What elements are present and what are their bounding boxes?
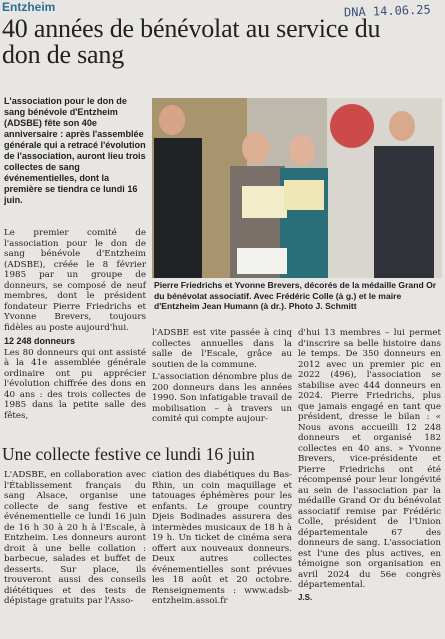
author-signature: J.S. (298, 592, 313, 602)
handwritten-note: DNA 14.06.25 (344, 2, 432, 20)
subhead-donors: 12 248 donneurs (4, 336, 76, 346)
photo-illustration (152, 98, 442, 278)
column-1 (4, 228, 146, 423)
column-2-paragraph-1: l'ADSBE est vite passée à cinq collectes annuelles dans la salle de l'Escale, grâce au soutien de la commune. (152, 328, 292, 370)
column-5: ciation des diabétiques du Bas-Rhin, un coin maquillage et tatouages éphémères pour les enfants. Le groupe country Djeis Bodinades assurera des intermèdes musicaux de 18 h à 19 h. Un ticket de cinéma sera offert aux nouveaux donneurs. Deux autres collectes événementielles sont prévues les 18 août et 20 octobre. Renseignements : www.adsb-entzheim.assoi.fr (152, 470, 292, 606)
column-2-paragraph-2: L'association dénombre plus de 200 donneurs dans les années 1990. Son infatigable travail de mobilisation – à travers un comité qui compte aujour- (152, 372, 292, 424)
photo (152, 98, 442, 278)
section-label: Entzheim (2, 0, 56, 14)
intro-paragraph: L'association pour le don de sang bénévole d'Entzheim (ADSBE) fête son 40e anniversaire : après l'assemblée générale qui a retracé l'évolution de l'association, auront lieu trois collectes de sang événementielles, dont la première se tiendra ce lundi 16 juin. (4, 96, 146, 205)
column-1-paragraph-1: Le premier comité de l'association pour le don de sang bénévole d'Entzheim (ADSBE), créée le 8 février 1985 par un groupe de donneurs, se composé de neuf membres, dont le président fondateur Pierre Friedrichs et Yvonne Brevers, toujours fidèles au poste aujourd'hui. (4, 228, 146, 333)
photo-caption: Pierre Friedrichs et Yvonne Brevers, décorés de la médaille Grand Or du bénévolat associatif. Avec Frédéric Colle (à g.) et le maire d'Entzheim Jean Humann (à dr.). Photo J. Schmitt (154, 280, 437, 311)
column-1-paragraph-2: Les 80 donneurs qui ont assisté à la 41e assemblée générale ordinaire ont pu apprécier l'évolution chiffrée des dons en 40 ans : des trois collectes de 1985 dans la petite salle des fêtes, (4, 347, 146, 421)
column-3-paragraph: d'hui 13 membres – lui permet d'inscrire sa belle histoire dans le temps. De 350 donneurs en 2012 avec un premier pic en 2022 (496), l'association se stabilise avec 444 donneurs en 2024. Pierre Friedrichs, plus que jamais engagé en tant que président, dresse le bilan : « Nous avons accueilli 12 248 donneurs et organisé 182 collectes en 40 ans. » Yvonne Brevers, vice-présidente et Pierre Friedrichs ont été récompensé pour leur longévité au sein de l'association par la médaille Grand Or du bénévolat associatif remise par Frédéric Colle, président de l'Union départementale 67 des donneurs de sang. L'association est l'une des plus actives, en témoigne son organisation en avril 2024 du 56e congrès départemental. (298, 328, 441, 590)
headline: 40 années de bénévolat au service du don de sang (2, 14, 381, 69)
subheadline-collecte: Une collecte festive ce lundi 16 juin (2, 444, 255, 464)
column-4: L'ADSBE, en collaboration avec l'Établissement français du sang Alsace, organise une collecte de sang festive et événementielle ce lundi 16 juin de 16 h 30 à 20 h à l'Escale, à Entzheim. Les donneurs auront droit à une belle collation : barbecue, salades et buffet de desserts. Sur place, ils trouveront aussi des conseils diététiques et des tests de dépistage gratuits par l'Asso- (4, 470, 146, 606)
column-3 (298, 328, 441, 603)
column-2 (152, 328, 292, 427)
